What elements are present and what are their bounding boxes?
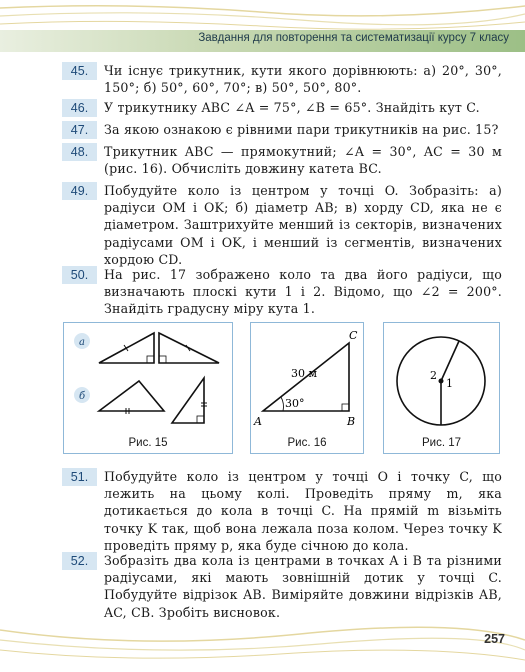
problem-number: 48. [62,143,97,161]
problem-text: Побудуйте коло із центром у точці O. Зобразіть: а) радіуси OM і OK; б) діаметр AB; в) хорду CD, яка не є діаметром. Заштрихуйте менший із секторів, визначених радіусами OM і OK, і менший із сегментів, визначених хордою CD. [104,183,502,267]
figure-16 [250,322,364,454]
problem-number: 52. [62,552,97,570]
problem-50 [62,266,502,318]
problem-text: У трикутнику ABC ∠A = 75°, ∠B = 65°. Знайдіть кут C. [104,100,480,115]
problem-49 [62,182,502,268]
fig15-drawing [64,323,232,433]
problem-number: 47. [62,121,97,139]
problem-text: Побудуйте коло із центром у точці O і точку C, що лежить на цьому колі. Проведіть пряму m, яка дотикається до кола в точці C. На прямій m візьміть точку K так, щоб вона лежала поза колом. Через точку K проведіть пряму p, яка буде січною до кола. [104,469,502,553]
problem-number: 49. [62,182,97,200]
label-b: б [78,391,86,402]
angle-label: 30° [285,397,305,410]
vertex-B: B [347,415,356,428]
fig17-caption: Рис. 17 [421,437,462,449]
problem-text: Зобразіть два кола із центрами в точках A і B та різними радіусами, які мають зовнішній дотик у точці C. Побудуйте відрізок AB. Виміряйте довжини відрізків AB, AC, CB. Зробіть висновок. [104,553,502,620]
triangle-a2 [159,333,219,363]
triangle-b1 [99,381,164,411]
radius-1 [441,341,459,381]
problem-46 [62,99,502,116]
problem-number: 45. [62,62,97,80]
vertex-A: A [254,415,262,428]
page-header [0,0,525,53]
problem-51 [62,468,502,554]
problem-text: Чи існує трикутник, кути якого дорівнюють: а) 20°, 30°, 150°; б) 50°, 60°, 70°; в) 50°, 50°, 80°. [104,63,502,96]
problem-45 [62,62,502,96]
problem-text: Трикутник ABC — прямокутний; ∠A = 30°, AC = 30 м (рис. 16). Обчисліть довжину катета BC. [104,144,502,177]
header-decoration [0,0,525,30]
problem-47 [62,121,502,138]
angle-2-label: 2 [430,369,437,382]
page-number: 257 [484,632,505,646]
center-point [439,379,444,384]
problem-number: 46. [62,99,97,117]
problem-text: За якою ознакою є рівними пари трикутників на рис. 15? [104,122,499,137]
angle-1-label: 1 [446,377,453,390]
problem-text: На рис. 17 зображено коло та два його радіуси, що визначають плоскі кути 1 і 2. Відомо, що ∠2 = 200°. Знайдіть градусну міру кута 1. [104,267,502,317]
header-title: Завдання для повторення та систематизації курсу 7 класу [198,32,509,44]
footer-decoration [0,620,525,668]
problem-48 [62,143,502,177]
page-footer [0,620,525,668]
fig15-caption: Рис. 15 [128,437,168,449]
figure-17 [383,322,500,454]
fig16-caption: Рис. 16 [287,437,327,449]
side-label: 30 м [291,367,318,380]
label-a: а [79,337,85,348]
figure-15 [63,322,233,454]
vertex-C: C [349,329,358,342]
problem-52 [62,552,502,621]
problem-number: 50. [62,266,97,284]
problem-number: 51. [62,468,97,486]
fig17-drawing [384,323,499,433]
fig16-drawing [251,323,363,433]
